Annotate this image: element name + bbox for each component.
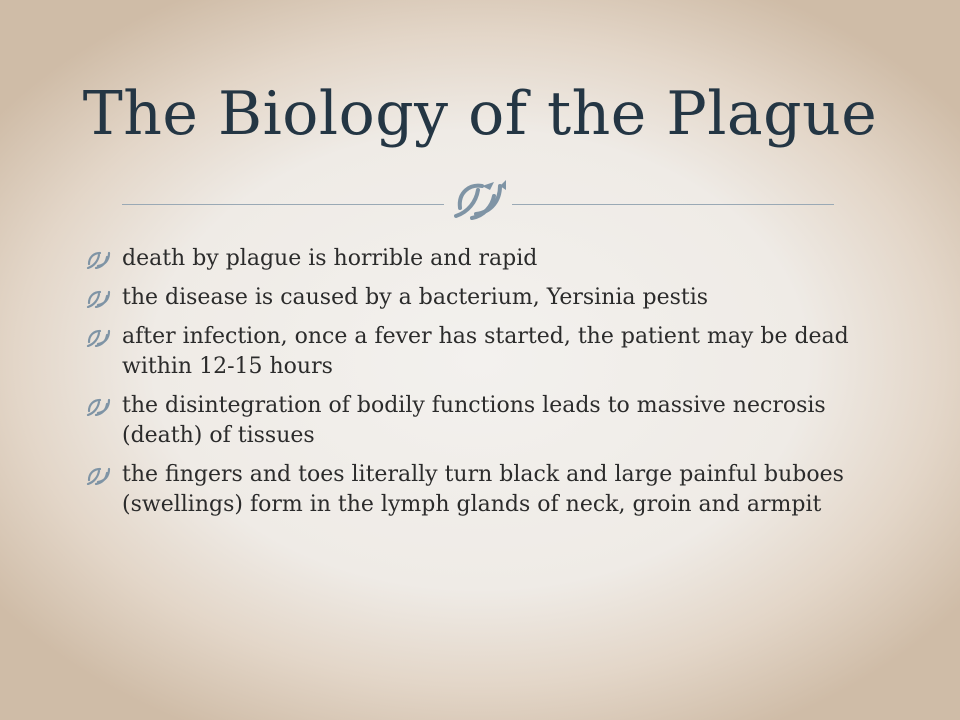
bullet-list bbox=[86, 244, 886, 529]
bullet-text: death by plague is horrible and rapid bbox=[122, 246, 538, 271]
bullet-item bbox=[86, 460, 886, 520]
slide-title: The Biology of the Plague bbox=[82, 79, 878, 149]
quill-bullet-icon bbox=[86, 327, 112, 347]
quill-bullet-icon bbox=[86, 465, 112, 485]
title-divider-right bbox=[512, 204, 834, 205]
bullet-item bbox=[86, 283, 886, 313]
bullet-item bbox=[86, 391, 886, 451]
bullet-text: after infection, once a fever has started, the patient may be dead within 12-15 hours bbox=[122, 324, 849, 379]
bullet-item bbox=[86, 322, 886, 382]
bullet-text: the fingers and toes literally turn black and large painful buboes (swellings) form in the lymph glands of neck, groin and armpit bbox=[122, 462, 844, 517]
bullet-item bbox=[86, 244, 886, 274]
quill-bullet-icon bbox=[86, 396, 112, 416]
quill-bullet-icon bbox=[86, 288, 112, 308]
quill-ornament-icon bbox=[446, 178, 510, 222]
bullet-text: the disease is caused by a bacterium, Yersinia pestis bbox=[122, 285, 709, 310]
quill-bullet-icon bbox=[86, 249, 112, 269]
title-divider-left bbox=[122, 204, 444, 205]
bullet-text: the disintegration of bodily functions leads to massive necrosis (death) of tissues bbox=[122, 393, 826, 448]
